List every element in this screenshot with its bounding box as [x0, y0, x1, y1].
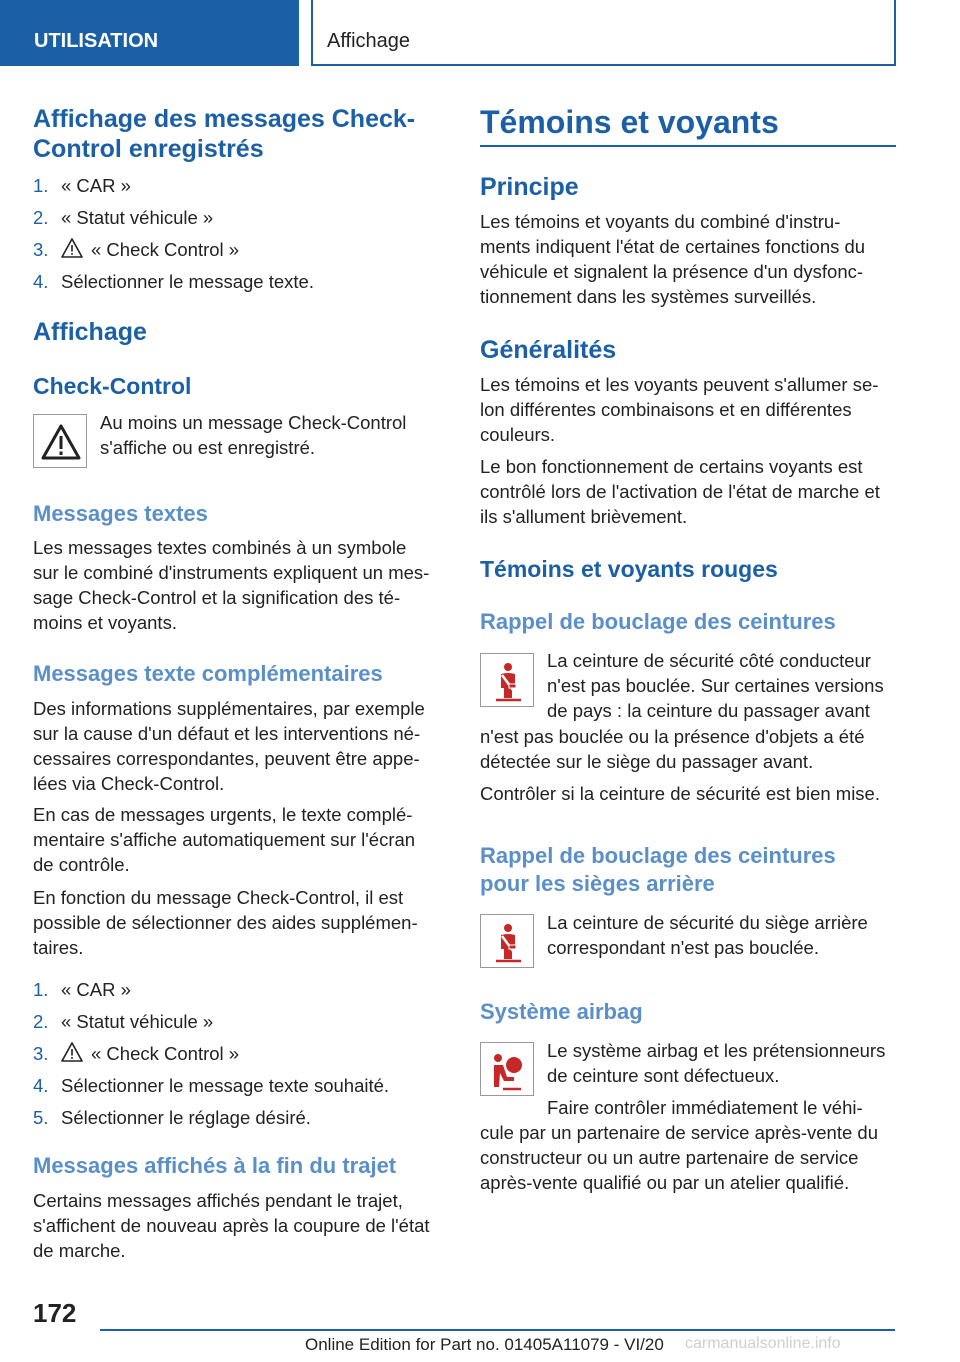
seatbelt-warning-icon: [480, 653, 534, 707]
warning-triangle-icon: [33, 414, 87, 468]
list-item: 4. Sélectionner le message texte.: [33, 271, 314, 292]
heading-rear-belt-reminder: Rappel de bouclage des ceintures pour les sièges arrière: [480, 843, 836, 896]
airbag-paragraph-1: Le système airbag et les prétensionneurs de ceinture sont défectueux.: [547, 1040, 886, 1086]
end-of-trip-paragraph: Certains messages affichés pendant le trajet, s'affichent de nouveau après la coupure de l'état de marche.: [33, 1190, 430, 1261]
list-item: 1. « CAR »: [33, 979, 131, 1000]
footer-edition: Online Edition for Part no. 01405A11079 - VI/20: [305, 1335, 664, 1354]
list-item: 3. « Check Control »: [33, 239, 240, 260]
header-title: Affichage: [311, 0, 896, 66]
belt-reminder-text-b: n'est pas bouclée ou la présence d'objets a été détectée sur le siège du passager avant.: [480, 726, 865, 772]
heading-general: Généralités: [480, 336, 617, 364]
heading-airbag: Système airbag: [480, 999, 643, 1024]
seatbelt-warning-icon: [480, 914, 534, 968]
rear-belt-reminder-text: La ceinture de sécurité du siège arrière correspondant n'est pas bouclée.: [547, 912, 868, 958]
warning-triangle-icon: [61, 1042, 83, 1062]
belt-reminder-text-c: Contrôler si la ceinture de sécurité est bien mise.: [480, 783, 880, 804]
list-item: 2. « Statut véhicule »: [33, 207, 214, 228]
section-rule: [480, 145, 896, 147]
general-paragraph-2: Le bon fonctionnement de certains voyants est contrôlé lors de l'activation de l'état de marche et ils s'allument brièvement.: [480, 456, 880, 527]
section-tab: UTILISATION: [0, 0, 299, 66]
heading-complementary-messages: Messages texte complémentaires: [33, 661, 383, 686]
heading-text-messages: Messages textes: [33, 501, 208, 526]
general-paragraph-1: Les témoins et les voyants peuvent s'allumer se- lon différentes combinaisons et en différentes couleurs.: [480, 374, 879, 445]
complementary-paragraph-3: En fonction du message Check-Control, il est possible de sélectionner des aides supplémen- taires.: [33, 887, 418, 958]
complementary-paragraph-1: Des informations supplémentaires, par exemple sur la cause d'un défaut et les interventions né- cessaires correspondantes, peuvent être appe- lées via Check-Control.: [33, 698, 425, 794]
list-item: 2. « Statut véhicule »: [33, 1011, 214, 1032]
principe-paragraph: Les témoins et voyants du combiné d'instru- ments indiquent l'état de certaines fonctions du véhicule et signalent la présence d'un dysfonc- tionnement dans les systèmes surveillés.: [480, 211, 866, 307]
list-item: 5. Sélectionner le réglage désiré.: [33, 1107, 311, 1128]
steps-list-2: [33, 977, 448, 1137]
page-header: [0, 0, 960, 66]
page-number: 172: [33, 1298, 77, 1328]
airbag-warning-icon: [480, 1042, 534, 1096]
steps-list-1: [33, 173, 448, 301]
warning-triangle-icon: [61, 238, 83, 258]
airbag-paragraph-2b: cule par un partenaire de service après-vente du constructeur ou un autre partenaire de service après-vente qualifié ou par un atelier qualifié.: [480, 1122, 878, 1193]
heading-saved-messages: Affichage des messages Check- Control enregistrés: [33, 105, 416, 163]
heading-red-indicators: Témoins et voyants rouges: [480, 556, 778, 582]
heading-check-control: Check-Control: [33, 373, 192, 399]
list-item: 4. Sélectionner le message texte souhaité.: [33, 1075, 390, 1096]
belt-reminder-text-a: La ceinture de sécurité côté conducteur n'est pas bouclée. Sur certaines versions de pays : la ceinture du passager avant: [547, 650, 884, 721]
text-messages-paragraph: Les messages textes combinés à un symbole sur le combiné d'instruments expliquent un mes- sage Check-Control et la signification des té- moins et voyants.: [33, 537, 430, 633]
heading-end-of-trip: Messages affichés à la fin du trajet: [33, 1153, 397, 1178]
complementary-paragraph-2: En cas de messages urgents, le texte complé- mentaire s'affiche automatiquement sur l'écran de contrôle.: [33, 804, 416, 875]
heading-principe: Principe: [480, 173, 579, 201]
heading-affichage: Affichage: [33, 318, 147, 346]
check-control-text: Au moins un message Check-Control s'affiche ou est enregistré.: [100, 412, 407, 458]
list-item: 3. « Check Control »: [33, 1043, 240, 1064]
watermark: carmanualsonline.info: [685, 1335, 841, 1352]
heading-belt-reminder: Rappel de bouclage des ceintures: [480, 609, 836, 634]
airbag-paragraph-2a: Faire contrôler immédiatement le véhi-: [547, 1097, 863, 1118]
heading-indicators: Témoins et voyants: [480, 104, 779, 140]
list-item: 1. « CAR »: [33, 175, 131, 196]
